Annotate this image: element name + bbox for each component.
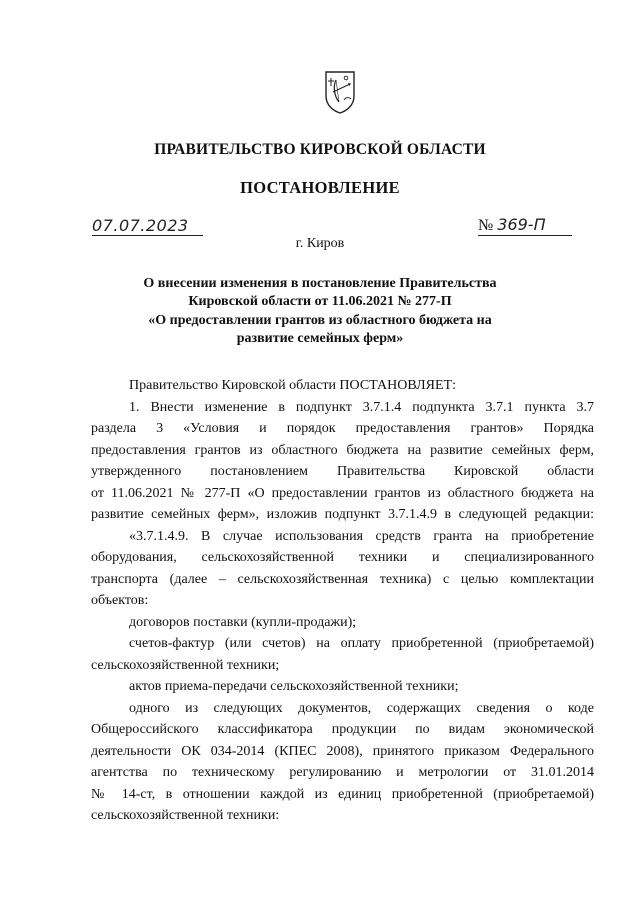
body-line: счетов-фактур (или счетов) на оплату приобретенной (приобретаемой) bbox=[129, 636, 594, 651]
body-line: договоров поставки (купли-продажи); bbox=[129, 614, 357, 630]
body-line: сельскохозяйственной техники: bbox=[91, 808, 280, 823]
body-line: объектов: bbox=[91, 593, 149, 608]
title-line: «О предоставлении грантов из областного бюджета на bbox=[148, 312, 492, 328]
document-number-value: 369-П bbox=[497, 215, 546, 234]
body-line: актов приема-передачи сельскохозяйственной техники; bbox=[129, 679, 459, 694]
document-date: 07.07.2023 bbox=[92, 217, 203, 236]
body-line: от 11.06.2021 № 277-П «О предоставлении грантов из областного бюджета на bbox=[91, 485, 594, 501]
body-line: деятельности ОК 034-2014 (КПЕС 2008), принятого приказом Федерального bbox=[91, 743, 594, 759]
number-sign: № bbox=[478, 217, 494, 234]
document-type-heading: ПОСТАНОВЛЕНИЕ bbox=[240, 178, 400, 197]
body-line: Общероссийского классификатора продукции по видам экономической bbox=[91, 722, 594, 737]
coat-of-arms-emblem bbox=[324, 70, 356, 114]
document-title bbox=[110, 275, 530, 349]
title-line: Кировской области от 11.06.2021 № 277-П bbox=[188, 294, 452, 310]
body-line: утвержденного постановлением Правительства Кировской области bbox=[91, 464, 594, 479]
body-line: предоставления грантов из областного бюджета на развитие семейных ферм, bbox=[91, 442, 594, 458]
body-line: раздела 3 «Условия и порядок предоставления грантов» Порядка bbox=[91, 421, 594, 436]
document-number bbox=[478, 216, 572, 236]
body-line: сельскохозяйственной техники; bbox=[91, 657, 280, 673]
body-line: транспорта (далее – сельскохозяйственная техника) с целью комплектации bbox=[91, 571, 594, 587]
document-body bbox=[91, 375, 594, 827]
body-line: одного из следующих документов, содержащих сведения о коде bbox=[129, 700, 594, 716]
document-city: г. Киров bbox=[295, 236, 345, 251]
body-line: № 14-ст, в отношении каждой из единиц приобретенной (приобретаемой) bbox=[91, 786, 594, 802]
body-line: Правительство Кировской области ПОСТАНОВЛЯЕТ: bbox=[129, 378, 456, 393]
title-line: развитие семейных ферм» bbox=[236, 331, 404, 347]
body-line: 1. Внести изменение в подпункт 3.7.1.4 подпункта 3.7.1 пункта 3.7 bbox=[129, 399, 594, 415]
title-line: О внесении изменения в постановление Правительства bbox=[143, 276, 497, 291]
body-line: оборудования, сельскохозяйственной техники и специализированного bbox=[91, 550, 594, 565]
body-line: агентства по техническому регулированию и метрологии от 31.01.2014 bbox=[91, 765, 594, 780]
organization-heading: ПРАВИТЕЛЬСТВО КИРОВСКОЙ ОБЛАСТИ bbox=[154, 141, 486, 158]
body-line: «3.7.1.4.9. В случае использования средств гранта на приобретение bbox=[129, 528, 594, 544]
body-line: развитие семейных ферм», изложив подпункт 3.7.1.4.9 в следующей редакции: bbox=[91, 507, 594, 522]
